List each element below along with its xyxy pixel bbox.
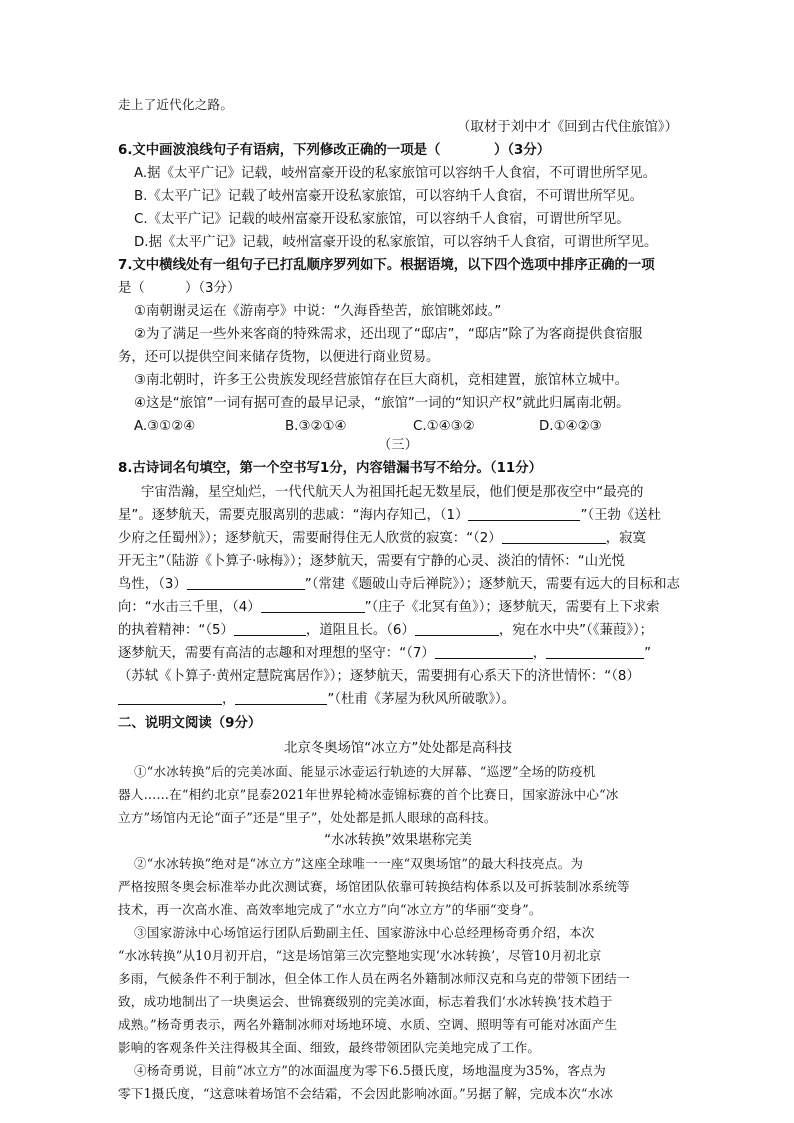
blank-5[interactable] — [234, 620, 306, 636]
q8-line-10 — [118, 688, 678, 711]
q7-item-4: ④这是“旅馆”一词有据可查的最早记录，“旅馆”一词的“知识产权”就此归属南北朝。 — [134, 396, 630, 411]
reading-tail-line: 走上了近代化之路。 — [118, 97, 234, 112]
blank-4[interactable] — [261, 597, 365, 613]
q6-option-d: D.据《太平广记》记载，岐州富豪开设的私家旅馆，可以容纳千人食宿，可谓世所罕见。 — [134, 235, 658, 250]
article-p3-line3: 多雨，气候条件不利于制冰，但全体工作人员在两名外籍制冰师汉克和乌克的带领下团结一 — [118, 971, 630, 986]
blank-3[interactable] — [187, 574, 305, 590]
part-two-heading: 二、说明文阅读（9分） — [118, 716, 262, 731]
q7-option-a: A.③①②④ — [134, 419, 196, 434]
article-p3-line4: 致，成功地制出了一块奥运会、世锦赛级别的完美冰面，标志着我们‘水冰转换’技术趋于 — [118, 994, 613, 1009]
q8-stem: 8.古诗词名句填空，第一个空书写1分，内容错漏书写不给分。（11分） — [118, 461, 542, 476]
q8-line-2 — [118, 504, 678, 527]
q8-text: 宇宙浩瀚，星空灿烂，一代代航天人为祖国托起无数星辰，他们便是那夜空中“最亮的 — [141, 485, 644, 500]
q8-text: ”（王勃《送杜 — [580, 508, 662, 523]
article-p3-line2: “水冰转换”从10月初开启，“这是场馆第三次完整地实现‘水冰转换’，尽管10月初北京 — [118, 948, 602, 963]
blank-1[interactable] — [468, 505, 580, 521]
article-p2-line2: 严格按照冬奥会标准举办此次测试赛，场馆团队依靠可转换结构体系以及可拆装制冰系统等 — [118, 879, 630, 894]
blank-7a[interactable] — [435, 643, 533, 659]
blank-6[interactable] — [415, 620, 499, 636]
q8-text: ” — [644, 646, 652, 661]
q8-text: 向：“水击三千里，（4） — [118, 600, 261, 615]
article-p4-line1: ④杨奇勇说，目前“冰立方”的冰面温度为零下6.5摄氏度，场地温度为35%，客点为 — [134, 1063, 606, 1078]
q7-stem-line1: 7.文中横线处有一组句子已打乱顺序罗列如下。根据语境，以下四个选项中排序正确的一项 — [118, 258, 655, 273]
q8-line-6 — [118, 596, 678, 619]
reading-source: （取材于刘中才《回到古代住旅馆》） — [457, 120, 678, 135]
blank-2[interactable] — [502, 528, 606, 544]
q6-option-c: C.《太平广记》记载的岐州富豪开设私家旅馆，可以容纳千人食宿，可谓世所罕见。 — [134, 212, 630, 227]
blank-7b[interactable] — [546, 643, 644, 659]
q8-text: 的执着精神：“（5） — [118, 623, 234, 638]
q8-line-3 — [118, 527, 678, 550]
q8-line-7 — [118, 619, 678, 642]
q8-text: ，道阻且长。（6） — [305, 623, 415, 638]
q8-text: ， — [532, 646, 547, 661]
q8-text: 开无主”（陆游《卜算子·咏梅》）；逐梦航天，需要有宁静的心灵、淡泊的情怀：“山光悦 — [118, 554, 625, 569]
q7-option-c: C.①④③② — [413, 419, 475, 434]
q6-stem: 6.文中画波浪线句子有语病，下列修改正确的一项是（ ）（3分） — [118, 143, 551, 158]
q7-option-b: B.③②①④ — [285, 419, 347, 434]
q8-line-5 — [118, 573, 678, 596]
article-subtitle: “水冰转换”效果堪称完美 — [324, 833, 472, 848]
q8-text: ”（常建《题破山寺后禅院》）；逐梦航天，需要有远大的目标和志 — [304, 577, 680, 592]
q7-item-1: ①南朝谢灵运在《游南亭》中说：“久海昏垫苦，旅馆眺郊歧。” — [134, 304, 502, 319]
q7-item-2: ②为了满足一些外来客商的特殊需求，还出现了“邸店”，“邸店”除了为客商提供食宿服 — [134, 327, 643, 342]
q8-line-8 — [118, 642, 678, 665]
q8-text: 少府之任蜀州》）；逐梦航天，需要耐得住无人欣赏的寂寞：“（2） — [118, 531, 502, 546]
article-p2-line1: ②“水冰转换”绝对是“冰立方”这座全球唯一一座“双奥场馆”的最大科技亮点。为 — [134, 856, 584, 871]
q6-option-b: B.《太平广记》记载了岐州富豪开设私家旅馆，可以容纳千人食宿，不可谓世所罕见。 — [134, 189, 643, 204]
q8-text: 星”。逐梦航天，需要克服离别的悲戚：“海内存知己，（1） — [118, 508, 469, 523]
q8-text: ，宛在水中央”（《蒹葭》）； — [498, 623, 654, 638]
q6-option-a: A.据《太平广记》记载，岐州富豪开设的私家旅馆可以容纳千人食宿，不可谓世所罕见。 — [134, 166, 657, 181]
q7-item-3: ③南北朝时，许多王公贵族发现经营旅馆存在巨大商机，竞相建置，旅馆林立城中。 — [134, 373, 629, 388]
q8-text: ”（庄子《北冥有鱼》）；逐梦航天，需要有上下求索 — [364, 600, 660, 615]
article-p4-line2: 零下1摄氏度，“这意味着场馆不会结霜，不会因此影响冰面。”另据了解，完成本次“水冰 — [118, 1086, 614, 1101]
article-p3-line5: 成熟。”杨奇勇表示，两名外籍制冰师对场地环境、水质、空调、照明等有可能对冰面产生 — [118, 1017, 618, 1032]
blank-8b[interactable] — [235, 689, 327, 705]
q8-line-9 — [118, 665, 678, 688]
q8-text: ”（杜甫《茅屋为秋风所破歌》）。 — [327, 692, 516, 707]
q8-text: ， — [222, 692, 236, 707]
article-p3-line6: 影响的客观条件关注得极其全面、细致，最终带领团队完美地完成了工作。 — [118, 1040, 541, 1055]
q8-text: 逐梦航天，需要有高洁的志趣和对理想的坚守：“（7） — [118, 646, 435, 661]
q8-text: （苏轼《卜算子·黄州定慧院寓居作》）；逐梦航天，需要拥有心系天下的济世情怀：“（8） — [118, 669, 640, 684]
article-title: 北京冬奥场馆“冰立方”处处都是高科技 — [283, 741, 513, 756]
article-p3-line1: ③国家游泳中心场馆运行团队后勤副主任、国家游泳中心总经理杨奇勇介绍，本次 — [134, 925, 595, 940]
article-p1-line2: 器人……在“相约北京”昆泰2021年世界轮椅冰壶锦标赛的首个比赛日，国家游泳中心“冰 — [118, 787, 619, 802]
article-p1-line1: ①“水冰转换”后的完美冰面、能显示冰壶运行轨迹的大屏幕、“巡逻”全场的防疫机 — [134, 764, 596, 779]
section-three-heading: （三） — [377, 438, 419, 453]
q7-stem-line2: 是（ ）（3分） — [118, 281, 241, 296]
q7-item-2-cont: 务，还可以提供空间来储存货物，以便进行商业贸易。 — [118, 350, 440, 365]
article-p2-line3: 技术，再一次高水准、高效率地完成了“水立方”向“冰立方”的华丽“变身”。 — [118, 902, 542, 917]
q8-text: ，寂寞 — [605, 531, 646, 546]
q7-option-d: D.①④②③ — [539, 419, 602, 434]
q8-line-4 — [118, 550, 678, 573]
q8-text: 鸟性，（3） — [118, 577, 187, 592]
q8-line-1 — [141, 481, 678, 504]
article-p1-line3: 立方”场馆内无论“面子”还是“里子”，处处都是抓人眼球的高科技。 — [118, 810, 497, 825]
blank-8a[interactable] — [118, 689, 222, 705]
